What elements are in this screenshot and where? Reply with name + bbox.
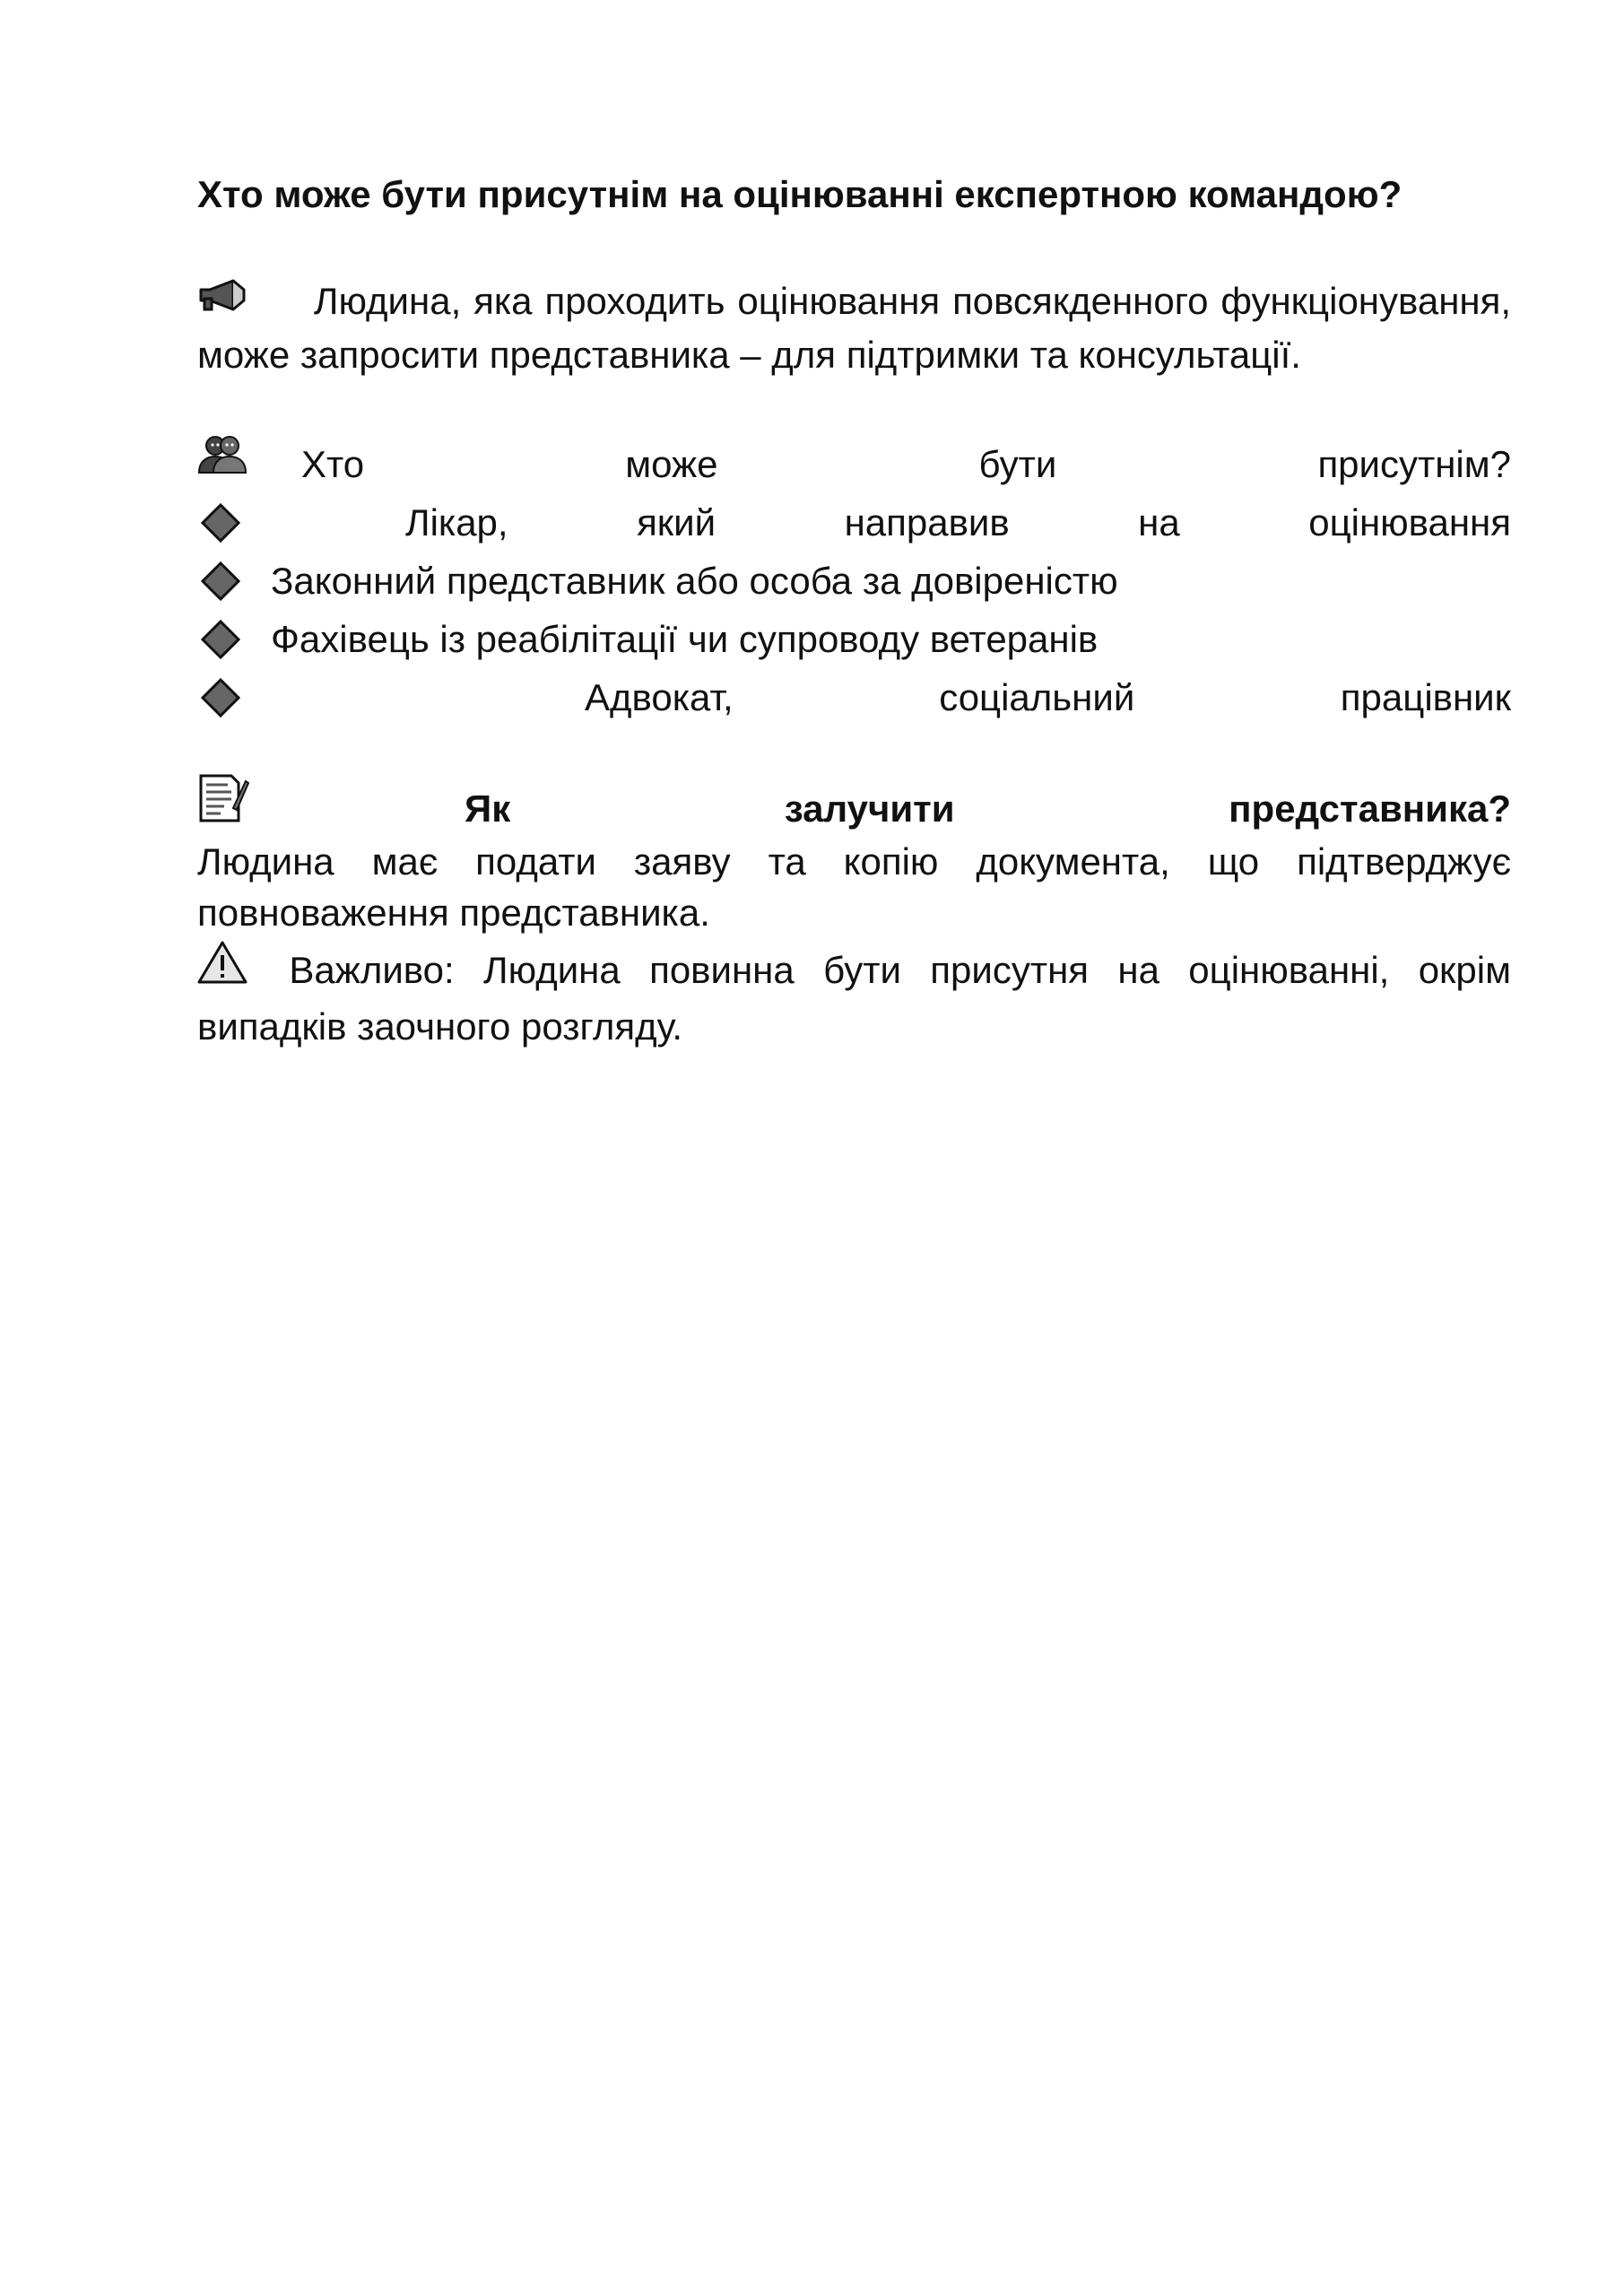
diamond-icon	[201, 503, 240, 543]
list-item-text: Лікар, який направив на оцінювання	[405, 501, 1511, 544]
list-item-text: Законний представник або особа за довіреністю	[271, 560, 1118, 603]
document-content	[197, 169, 1511, 1052]
who-heading: Хто може бути присутнім?	[301, 443, 1511, 486]
list-item	[197, 552, 1511, 610]
megaphone-icon	[197, 274, 248, 326]
how-heading-row	[197, 782, 1511, 836]
diamond-icon	[201, 678, 240, 718]
warning-text: Важливо: Людина повинна бути присутня на оцінюванні, окрім випадків заочного розгляду.	[197, 948, 1511, 1048]
list-item-text: Фахівець із реабілітації чи супроводу ветеранів	[271, 618, 1099, 661]
how-paragraph: Людина має подати заяву та копію документа, що підтверджує повноваження представника.	[197, 840, 1511, 935]
page-title: Хто може бути присутнім на оцінюванні експертною командою?	[197, 173, 1403, 215]
list-item	[197, 493, 1511, 552]
document-icon	[197, 772, 249, 839]
who-section	[197, 436, 1511, 726]
who-heading-row	[197, 436, 1511, 493]
list-item-text: Адвокат, соціальний працівник	[585, 676, 1511, 719]
how-heading: Як залучити представника?	[465, 787, 1511, 831]
diamond-icon	[201, 620, 240, 659]
list-item	[197, 610, 1511, 668]
people-icon	[197, 431, 248, 491]
how-section	[197, 782, 1511, 1052]
list-item	[197, 668, 1511, 726]
intro-text: Людина, яка проходить оцінювання повсякденного функціонування, може запросити представника – для підтримки та консультації.	[197, 280, 1511, 377]
diamond-icon	[201, 561, 240, 601]
intro-paragraph	[197, 275, 1511, 380]
warning-icon	[197, 940, 248, 997]
warning-paragraph	[197, 944, 1511, 1052]
